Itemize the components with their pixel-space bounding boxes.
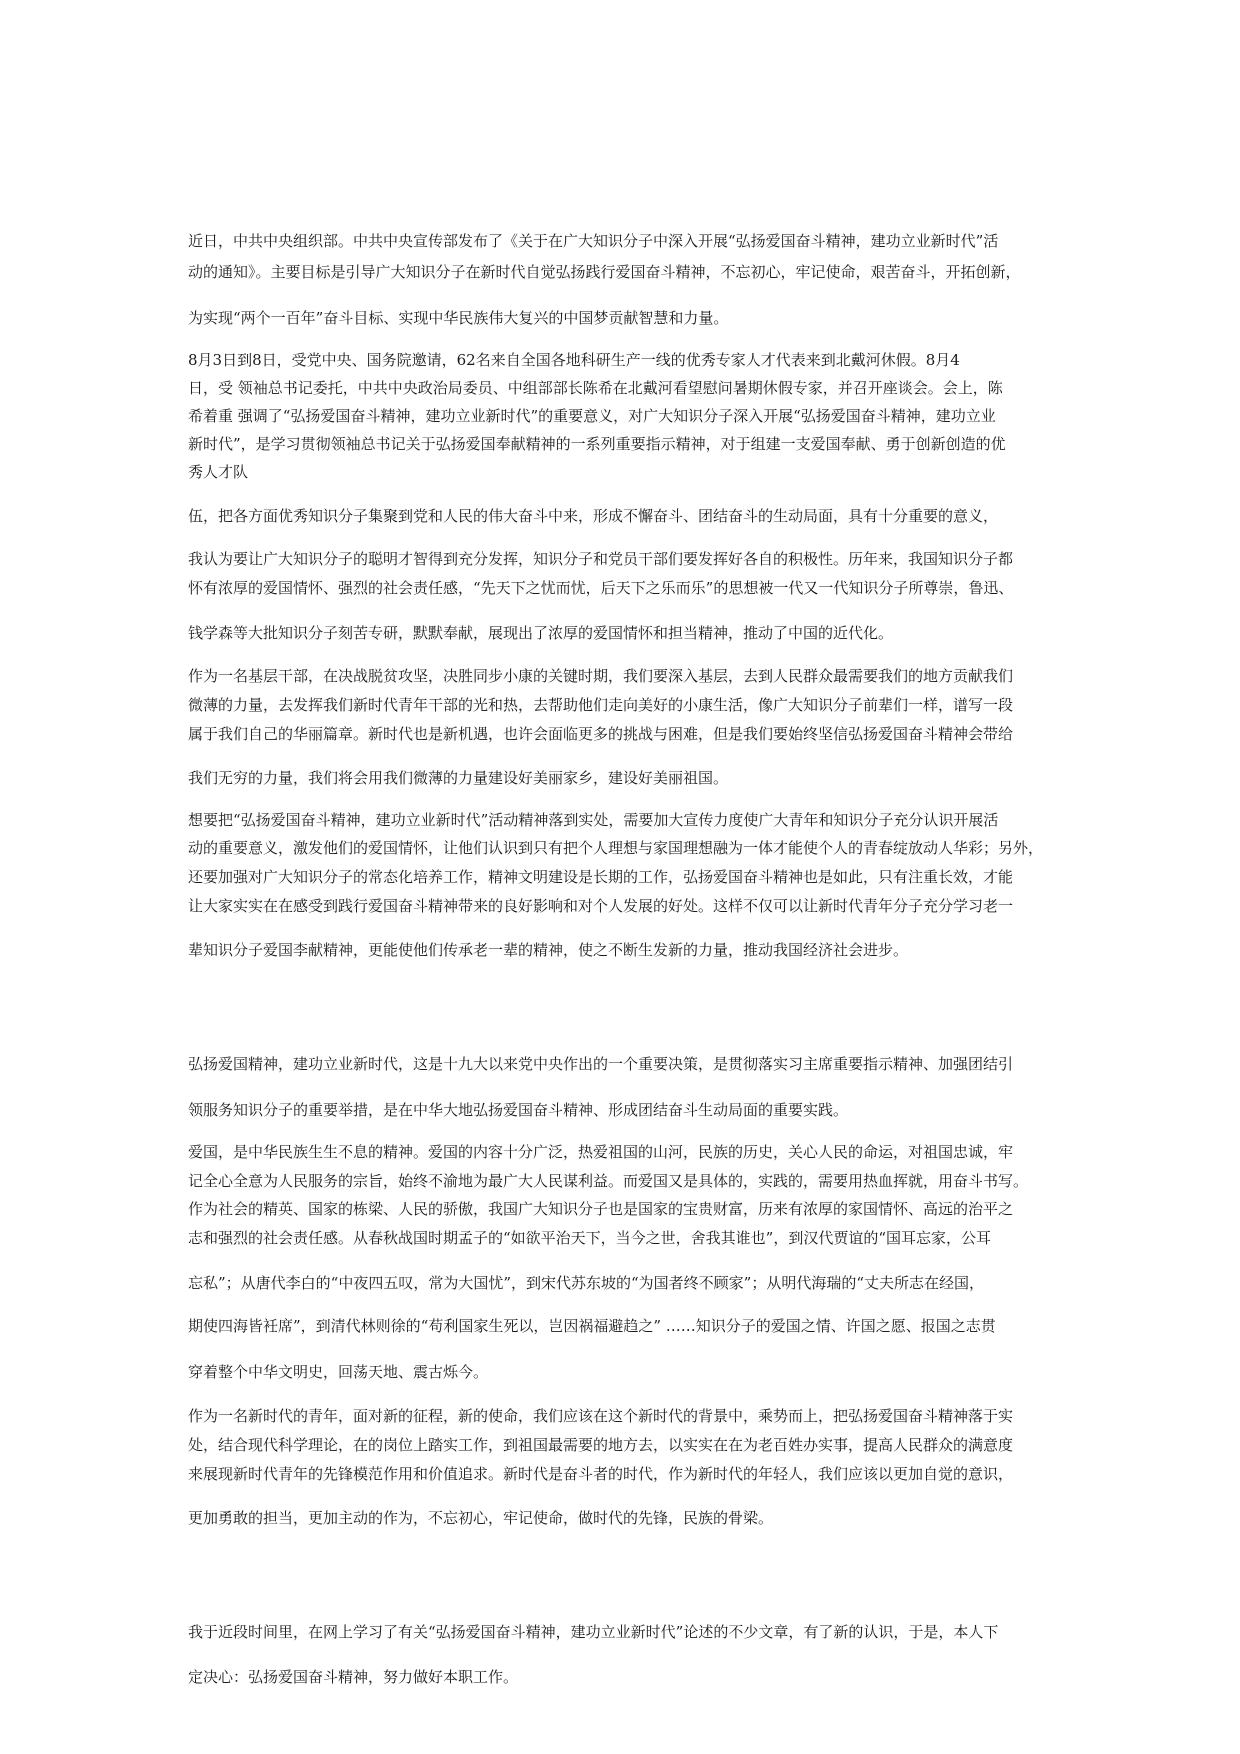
text-line: 怀有浓厚的爱国情怀、强烈的社会责任感，“先天下之忧而忧，后天下之乐而乐”的思想被一代又一代知识分子所尊崇，鲁迅、 <box>188 579 1014 597</box>
text-line: 伍，把各方面优秀知识分子集聚到党和人民的伟大奋斗中来，形成不懈奋斗、团结奋斗的生动局面，具有十分重要的意义， <box>188 507 999 525</box>
text-line: 我于近段时间里，在网上学习了有关“弘扬爱国奋斗精神，建功立业新时代”论述的不少文章，有了新的认识，于是，本人下 <box>188 1623 999 1641</box>
text-line: 想要把“弘扬爱国奋斗精神，建功立业新时代”活动精神落到实处，需要加大宣传力度使广大青年和知识分子充分认识开展活 <box>188 811 999 829</box>
text-line: 为实现“两个一百年”奋斗目标、实现中华民族伟大复兴的中国梦贡献智慧和力量。 <box>188 309 729 327</box>
text-line: 秀人才队 <box>188 463 249 481</box>
text-line: 穿着整个中华文明史，回荡天地、震古烁今。 <box>188 1363 489 1381</box>
text-line: 期使四海皆衽席”，到清代林则徐的“苟利国家生死以，岂因祸福避趋之” ……知识分子的爱国之情、许国之愿、报国之志贯 <box>188 1317 996 1335</box>
text-line: 忘私”；从唐代李白的“中夜四五叹，常为大国忧”，到宋代苏东坡的“为国者终不顾家”；从明代海瑞的“丈夫所志在经国， <box>188 1274 985 1292</box>
text-line: 日，受 领袖总书记委托，中共中央政治局委员、中组部部长陈希在北戴河看望慰问暑期休假专家，并召开座谈会。会上，陈 <box>188 379 1003 397</box>
text-line: 更加勇敢的担当，更加主动的作为，不忘初心，牢记使命，做时代的先锋，民族的骨梁。 <box>188 1509 774 1527</box>
text-line: 我们无穷的力量，我们将会用我们微薄的力量建设好美丽家乡，建设好美丽祖国。 <box>188 769 729 787</box>
text-line: 钱学森等大批知识分子刻苦专研，默默奉献，展现出了浓厚的爱国情怀和担当精神，推动了中国的近代化。 <box>188 624 894 642</box>
text-line: 作为一名新时代的青年，面对新的征程，新的使命，我们应该在这个新时代的背景中，乘势而上，把弘扬爱国奋斗精神落于实 <box>188 1407 1014 1425</box>
text-line: 作为社会的精英、国家的栋梁、人民的骄傲，我国广大知识分子也是国家的宝贵财富，历来有浓厚的家国情怀、高远的治平之 <box>188 1200 1014 1218</box>
text-line: 动的重要意义，激发他们的爱国情怀，让他们认识到只有把个人理想与家国理想融为一体才能使个人的青春绽放动人华彩；另外， <box>188 839 1044 857</box>
text-line: 作为一名基层干部，在决战脱贫攻坚，决胜同步小康的关键时期，我们要深入基层，去到人民群众最需要我们的地方贡献我们 <box>188 667 1014 685</box>
text-line: 属于我们自己的华丽篇章。新时代也是新机遇，也许会面临更多的挑战与困难，但是我们要始终坚信弘扬爱国奋斗精神会带给 <box>188 725 1014 743</box>
text-line: 新时代”，是学习贯彻领袖总书记关于弘扬爱国奉献精神的一系列重要指示精神，对于组建一支爱国奉献、勇于创新创造的优 <box>188 435 1006 453</box>
text-line: 弘扬爱国精神，建功立业新时代，这是十九大以来党中央作出的一个重要决策，是贯彻落实习主席重要指示精神、加强团结引 <box>188 1055 1014 1073</box>
text-line: 处，结合现代科学理论，在的岗位上踏实工作，到祖国最需要的地方去，以实实在在为老百姓办实事，提高人民群众的满意度 <box>188 1436 1014 1454</box>
text-line: 领服务知识分子的重要举措，是在中华大地弘扬爱国奋斗精神、形成团结奋斗生动局面的重要实践。 <box>188 1101 849 1119</box>
text-line: 近日，中共中央组织部。中共中央宣传部发布了《关于在广大知识分子中深入开展“弘扬爱国奋斗精神，建功立业新时代”活 <box>188 232 999 250</box>
text-line: 动的通知》。主要目标是引导广大知识分子在新时代自觉弘扬践行爱国奋斗精神，不忘初心，牢记使命，艰苦奋斗，开拓创新， <box>188 263 1021 281</box>
text-line: 希着重 强调了“弘扬爱国奋斗精神，建功立业新时代”的重要意义，对广大知识分子深入开展“弘扬爱国奋斗精神，建功立业 <box>188 407 996 425</box>
text-line: 让大家实实在在感受到践行爱国奋斗精神带来的良好影响和对个人发展的好处。这样不仅可以让新时代青年分子充分学习老一 <box>188 897 1014 915</box>
text-line: 辈知识分子爱国李献精神，更能使他们传承老一辈的精神，使之不断生发新的力量，推动我国经济社会进步。 <box>188 941 909 959</box>
text-line: 定决心：弘扬爱国奋斗精神，努力做好本职工作。 <box>188 1668 519 1686</box>
text-line: 志和强烈的社会责任感。从春秋战国时期孟子的“如欲平治天下，当今之世，舍我其谁也”，到汉代贾谊的“国耳忘家，公耳 <box>188 1229 992 1247</box>
text-line: 记全心全意为人民服务的宗旨，始终不渝地为最广大人民谋利益。而爱国又是具体的，实践的，需要用热血挥就，用奋斗书写。 <box>188 1172 1029 1190</box>
text-line: 我认为要让广大知识分子的聪明才智得到充分发挥，知识分子和党员干部们要发挥好各自的积极性。历年来，我国知识分子都 <box>188 550 1014 568</box>
text-line: 爱国，是中华民族生生不息的精神。爱国的内容十分广泛，热爱祖国的山河，民族的历史，关心人民的命运，对祖国忠诚，牢 <box>188 1143 1014 1161</box>
text-line: 还要加强对广大知识分子的常态化培养工作，精神文明建设是长期的工作，弘扬爱国奋斗精神也是如此，只有注重长效，才能 <box>188 868 1014 886</box>
text-line: 微薄的力量，去发挥我们新时代青年干部的光和热，去帮助他们走向美好的小康生活，像广大知识分子前辈们一样，谱写一段 <box>188 696 1014 714</box>
text-line: 8月3日到8日，受党中央、国务院邀请，62名来自全国各地科研生产一线的优秀专家人才代表来到北戴河休假。8月4 <box>188 351 960 369</box>
text-line: 来展现新时代青年的先锋模范作用和价值追求。新时代是奋斗者的时代，作为新时代的年轻人，我们应该以更加自觉的意识， <box>188 1465 1014 1483</box>
